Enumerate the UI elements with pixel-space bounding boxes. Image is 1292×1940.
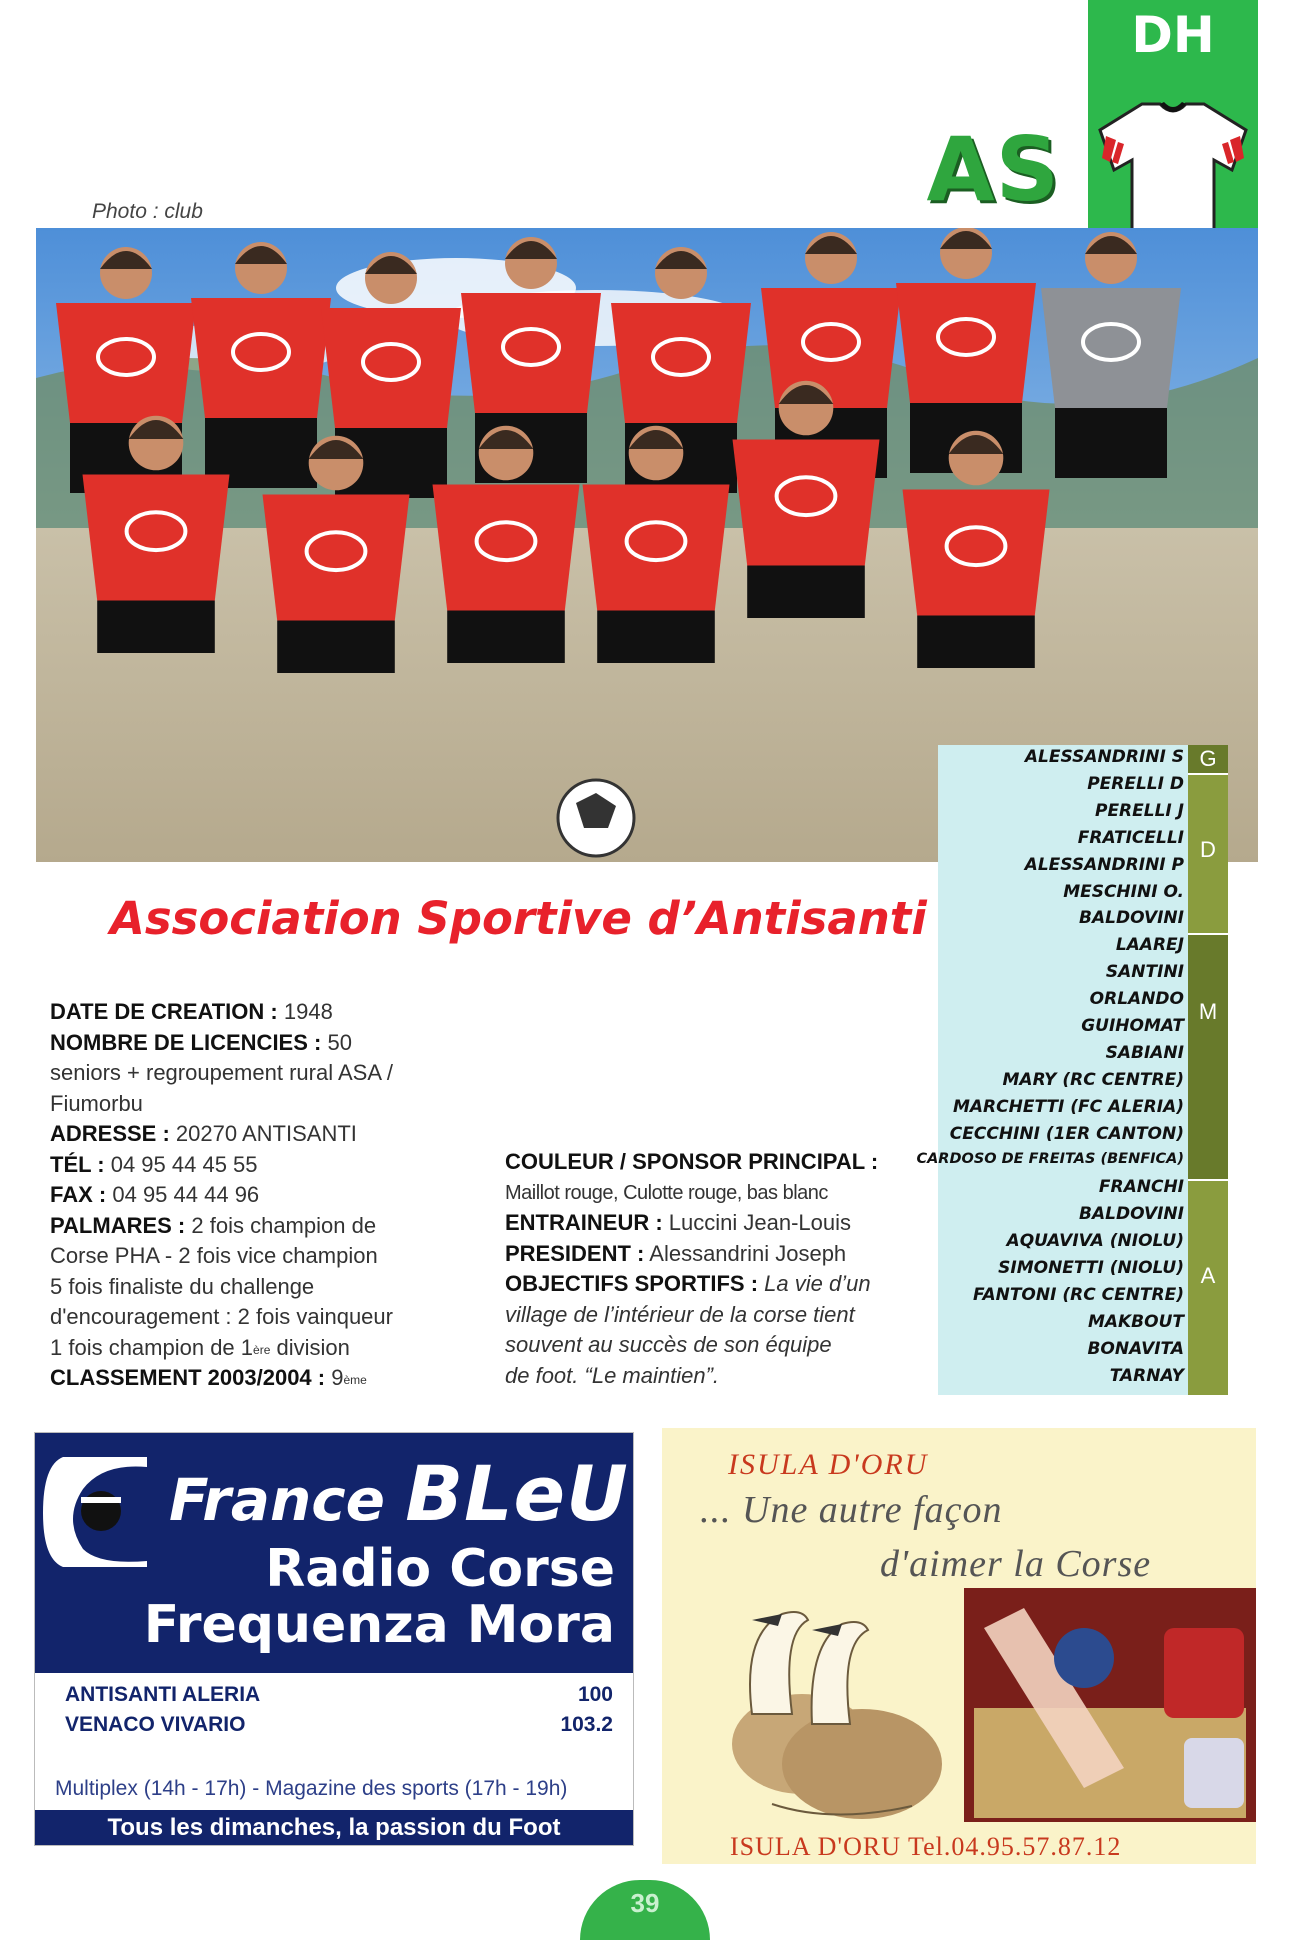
roster-player: MAKBOUT <box>1087 1311 1184 1332</box>
division-label: DH <box>1131 6 1215 64</box>
club-info-right <box>505 1147 925 1391</box>
president: PRESIDENT : Alessandrini Joseph <box>505 1240 847 1266</box>
frequency-place: VENACO VIVARIO <box>65 1713 246 1736</box>
broadcast-schedule: Multiplex (14h - 17h) - Magazine des sports (17h - 19h) <box>55 1777 568 1800</box>
roster-player: MESCHINI O. <box>1063 881 1184 902</box>
club-title: AS <box>926 118 1060 221</box>
position-label-midfielders: M <box>1198 999 1218 1024</box>
club-info-left <box>50 997 470 1394</box>
roster-player: LAAREJ <box>1115 935 1184 956</box>
frequency-place: ANTISANTI ALERIA <box>65 1683 261 1706</box>
palmares-line: d'encouragement : 2 fois vainqueur <box>50 1304 393 1329</box>
licences-count: NOMBRE DE LICENCIES : 50 <box>50 1029 352 1055</box>
france-bleu-header <box>35 1433 633 1673</box>
frequency-row <box>65 1683 613 1707</box>
roster-player: PERELLI J <box>1094 800 1184 821</box>
objectives: OBJECTIFS SPORTIFS : La vie d’un <box>505 1271 871 1296</box>
frequency-value: 100 <box>577 1683 613 1706</box>
frequenza-mora-title: Frequenza Mora <box>143 1595 615 1655</box>
france-bleu-brand: France BLeU <box>169 1449 629 1538</box>
objectives-line: souvent au succès de son équipe <box>505 1332 832 1357</box>
objectives-line: village de l’intérieur de la corse tient <box>505 1301 855 1327</box>
france-bleu-banner: Tous les dimanches, la passion du Foot <box>35 1810 633 1845</box>
roster-player: MARCHETTI (FC ALERIA) <box>952 1096 1184 1117</box>
photo-credit: Photo : club <box>92 200 203 223</box>
roster-player: PERELLI D <box>1087 773 1184 794</box>
palmares-line: 1 fois champion de 1ère division <box>50 1334 350 1360</box>
roster-player: ALESSANDRINI P <box>1024 854 1184 875</box>
licences-detail: seniors + regroupement rural ASA / <box>50 1060 394 1085</box>
address: ADRESSE : 20270 ANTISANTI <box>50 1121 357 1146</box>
product-photo <box>964 1588 1256 1822</box>
position-label-defenders: D <box>1200 837 1216 862</box>
roster-player: SABIANI <box>1105 1042 1184 1063</box>
division-badge <box>1088 0 1258 262</box>
licences-detail: Fiumorbu <box>50 1090 143 1116</box>
position-label-attackers: A <box>1200 1263 1216 1288</box>
frequency-value: 103.2 <box>560 1713 613 1736</box>
fax: FAX : 04 95 44 44 96 <box>50 1182 260 1207</box>
roster-player: CARDOSO DE FREITAS (BENFICA) <box>916 1150 1184 1167</box>
roster-player: TARNAY <box>1109 1365 1184 1386</box>
colours-sponsor-label: COULEUR / SPONSOR PRINCIPAL : <box>505 1149 879 1174</box>
roster-player: ORLANDO <box>1089 989 1184 1010</box>
roster-player: GUIHOMAT <box>1081 1016 1184 1036</box>
roster-player: CECCHINI (1ER CANTON) <box>949 1123 1184 1144</box>
isula-tagline: d'aimer la Corse <box>880 1543 1152 1585</box>
creation-date: DATE DE CREATION : 1948 <box>50 999 333 1024</box>
roster-player: AQUAVIVA (NIOLU) <box>1006 1231 1184 1252</box>
isula-tagline: ... Une autre façon <box>700 1489 1003 1531</box>
roster-player: ALESSANDRINI S <box>1024 747 1184 767</box>
gift-basket-illustration <box>964 1588 1256 1822</box>
association-name: Association Sportive d’Antisanti <box>110 892 927 945</box>
jersey-icon <box>1096 96 1250 236</box>
ranking: CLASSEMENT 2003/2004 : 9ème <box>50 1365 367 1390</box>
radio-corse-title: Radio Corse <box>265 1539 615 1599</box>
page-number: 39 <box>630 1888 660 1918</box>
roster-player: BALDOVINI <box>1079 1204 1184 1225</box>
isula-title: ISULA D'ORU <box>728 1448 929 1481</box>
roster-panel <box>916 745 1228 1395</box>
frequency-row <box>65 1713 613 1737</box>
roster-player: FRATICELLI <box>1077 827 1184 848</box>
objectives-line: de foot. “Le maintien”. <box>505 1362 720 1388</box>
roster-player: SIMONETTI (NIOLU) <box>998 1258 1184 1279</box>
roster-player: FRANCHI <box>1098 1177 1184 1198</box>
colours-sponsor-value: Maillot rouge, Culotte rouge, bas blanc <box>505 1181 828 1204</box>
roster-player: MARY (RC CENTRE) <box>1002 1069 1184 1090</box>
roster-player: FANTONI (RC CENTRE) <box>973 1285 1184 1305</box>
position-band-midfielders <box>1188 935 1228 1179</box>
roster-player: BALDOVINI <box>1079 908 1184 929</box>
phone: TÉL : 04 95 44 45 55 <box>50 1151 258 1177</box>
roster-player: BONAVITA <box>1087 1338 1184 1359</box>
palmares-line: Corse PHA - 2 fois vice champion <box>50 1243 378 1268</box>
palmares-line: 5 fois finaliste du challenge <box>50 1273 315 1299</box>
isula-doru-ad <box>662 1428 1256 1864</box>
palmares: PALMARES : 2 fois champion de <box>50 1212 377 1238</box>
roster-player: SANTINI <box>1105 962 1184 983</box>
ducks-illustration <box>712 1574 962 1844</box>
france-bleu-ad <box>34 1432 634 1846</box>
position-label-goalkeepers: G <box>1199 746 1217 771</box>
coach: ENTRAINEUR : Luccini Jean-Louis <box>505 1210 852 1235</box>
isula-contact: ISULA D'ORU Tel.04.95.57.87.12 <box>730 1832 1122 1861</box>
